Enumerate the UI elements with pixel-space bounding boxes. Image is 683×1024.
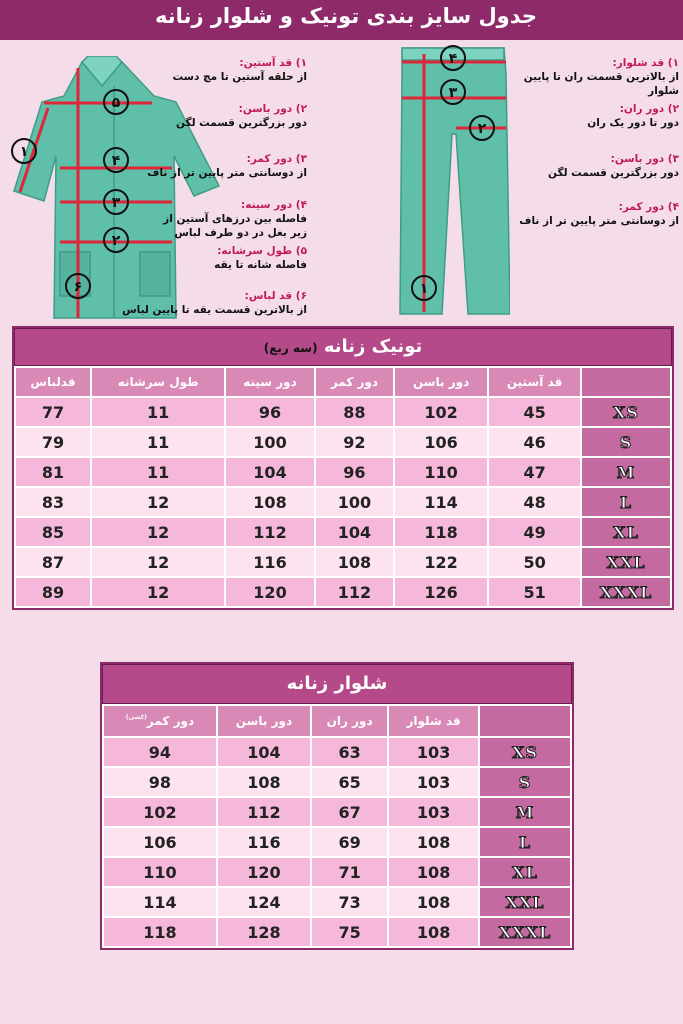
cell-waist: 88 xyxy=(316,398,393,426)
cell-sleeve-length: 51 xyxy=(489,578,580,606)
table-row xyxy=(16,428,670,456)
header-sleeve-length: قد آستین xyxy=(489,368,580,396)
cell-waist: 98 xyxy=(104,768,216,796)
cell-waist: 102 xyxy=(104,798,216,826)
tunic-table-grid xyxy=(14,366,672,608)
table-row xyxy=(16,458,670,486)
cell-shoulder-length: 11 xyxy=(92,428,224,456)
size-label: XXL xyxy=(480,888,570,916)
cell-dress-length: 81 xyxy=(16,458,90,486)
pants-illustration xyxy=(398,44,510,320)
cell-hip: 102 xyxy=(395,398,487,426)
tunic-guide-3 xyxy=(97,152,307,180)
cell-dress-length: 89 xyxy=(16,578,90,606)
tunic-guide-6 xyxy=(97,289,307,317)
header-hip: دور باسن xyxy=(218,706,310,736)
cell-chest: 96 xyxy=(226,398,314,426)
cell-chest: 112 xyxy=(226,518,314,546)
size-label: XXXL xyxy=(582,578,670,606)
cell-pants-length: 103 xyxy=(389,798,478,826)
cell-shoulder-length: 12 xyxy=(92,548,224,576)
header-thigh: دور ران xyxy=(312,706,387,736)
tunic-guide-heading: ۱) قد آستین: xyxy=(239,57,307,69)
cell-chest: 100 xyxy=(226,428,314,456)
tunic-guide-heading: ۴) دور سینه: xyxy=(241,199,307,211)
pants-guide-heading: ۲) دور ران: xyxy=(619,103,679,115)
header-waist xyxy=(104,706,216,736)
cell-shoulder-length: 11 xyxy=(92,398,224,426)
cell-thigh: 63 xyxy=(312,738,387,766)
pants-guide-text: از بالاترین قسمت ران تا پایین شلوار xyxy=(523,71,679,97)
tunic-guide-text: فاصله شانه تا یقه xyxy=(214,259,307,271)
cell-shoulder-length: 11 xyxy=(92,458,224,486)
tunic-illustration xyxy=(4,56,229,324)
size-label: XS xyxy=(582,398,670,426)
table-row xyxy=(104,858,570,886)
header-shoulder-length: طول سرشانه xyxy=(92,368,224,396)
cell-pants-length: 103 xyxy=(389,768,478,796)
size-label: XXXL xyxy=(480,918,570,946)
tunic-guide-heading: ۳) دور کمر: xyxy=(246,153,307,165)
cell-dress-length: 87 xyxy=(16,548,90,576)
header-waist-label: دور کمر xyxy=(146,714,195,728)
tunic-guide-1 xyxy=(97,56,307,84)
cell-waist: 92 xyxy=(316,428,393,456)
tunic-guide-text: از حلقه آستین تا مچ دست xyxy=(172,71,307,83)
tunic-guide-text: از دوسانتی متر پایین تر از ناف xyxy=(147,167,307,179)
header-size xyxy=(480,706,570,736)
pants-guide-text: دور بزرگترین قسمت لگن xyxy=(548,167,679,179)
tunic-guide-2 xyxy=(97,102,307,130)
pants-guide-1 xyxy=(509,56,679,98)
pants-guide-2 xyxy=(509,102,679,130)
tunic-marker-6: ۶ xyxy=(73,279,83,295)
pants-table-title xyxy=(102,664,572,704)
pants-guide-heading: ۱) قد شلوار: xyxy=(612,57,679,69)
pants-guide-heading: ۴) دور کمر: xyxy=(618,201,679,213)
pants-table-name: شلوار زنانه xyxy=(286,673,388,694)
cell-waist: 114 xyxy=(104,888,216,916)
pants-guide-3 xyxy=(509,152,679,180)
cell-thigh: 73 xyxy=(312,888,387,916)
size-label: XL xyxy=(480,858,570,886)
cell-hip: 118 xyxy=(395,518,487,546)
tunic-marker-1: ۱ xyxy=(19,144,29,160)
tunic-guide-heading: ۲) دور باسن: xyxy=(238,103,307,115)
table-row xyxy=(104,828,570,856)
tunic-guide-4 xyxy=(157,198,307,240)
cell-waist: 106 xyxy=(104,828,216,856)
size-label: XS xyxy=(480,738,570,766)
cell-waist: 94 xyxy=(104,738,216,766)
cell-sleeve-length: 47 xyxy=(489,458,580,486)
pants-marker-3: ۳ xyxy=(448,85,458,101)
cell-sleeve-length: 45 xyxy=(489,398,580,426)
cell-pants-length: 103 xyxy=(389,738,478,766)
header-hip: دور باسن xyxy=(395,368,487,396)
pants-marker-2: ۲ xyxy=(477,121,487,137)
cell-hip: 120 xyxy=(218,858,310,886)
cell-dress-length: 77 xyxy=(16,398,90,426)
cell-hip: 128 xyxy=(218,918,310,946)
tunic-guide-text: از بالاترین قسمت یقه تا پایین لباس xyxy=(122,304,307,316)
pants-size-table xyxy=(100,662,574,950)
cell-waist: 100 xyxy=(316,488,393,516)
cell-chest: 120 xyxy=(226,578,314,606)
cell-thigh: 69 xyxy=(312,828,387,856)
cell-pants-length: 108 xyxy=(389,828,478,856)
cell-waist: 96 xyxy=(316,458,393,486)
cell-waist: 118 xyxy=(104,918,216,946)
table-row xyxy=(16,548,670,576)
table-row xyxy=(104,888,570,916)
tunic-guide-heading: ۵) طول سرشانه: xyxy=(217,245,307,257)
cell-thigh: 65 xyxy=(312,768,387,796)
tunic-table-name: تونیک زنانه xyxy=(323,336,423,357)
header-pants-length: قد شلوار xyxy=(389,706,478,736)
tunic-guide-text: فاصله بین درزهای آستین از زیر بغل در دو طرف لباس xyxy=(163,213,307,239)
cell-shoulder-length: 12 xyxy=(92,488,224,516)
tunic-guide-text: دور بزرگترین قسمت لگن xyxy=(176,117,307,129)
cell-dress-length: 79 xyxy=(16,428,90,456)
cell-pants-length: 108 xyxy=(389,888,478,916)
size-label: L xyxy=(480,828,570,856)
cell-waist: 104 xyxy=(316,518,393,546)
tunic-table-subtitle: (سه ربع) xyxy=(263,341,318,355)
header-size xyxy=(582,368,670,396)
cell-chest: 108 xyxy=(226,488,314,516)
pants-marker-1: ۱ xyxy=(419,281,429,297)
cell-sleeve-length: 48 xyxy=(489,488,580,516)
cell-shoulder-length: 12 xyxy=(92,578,224,606)
cell-sleeve-length: 46 xyxy=(489,428,580,456)
cell-hip: 110 xyxy=(395,458,487,486)
cell-pants-length: 108 xyxy=(389,918,478,946)
cell-hip: 108 xyxy=(218,768,310,796)
tunic-size-table xyxy=(12,326,674,610)
cell-thigh: 75 xyxy=(312,918,387,946)
table-row xyxy=(16,488,670,516)
cell-waist: 112 xyxy=(316,578,393,606)
tunic-marker-3: ۳ xyxy=(111,195,121,211)
cell-hip: 124 xyxy=(218,888,310,916)
table-row xyxy=(104,918,570,946)
cell-hip: 114 xyxy=(395,488,487,516)
cell-shoulder-length: 12 xyxy=(92,518,224,546)
cell-hip: 126 xyxy=(395,578,487,606)
pants-guide-text: دور تا دور یک ران xyxy=(587,117,679,129)
pants-table-grid xyxy=(102,704,572,948)
header-chest: دور سینه xyxy=(226,368,314,396)
table-row xyxy=(16,578,670,606)
tunic-guide-heading: ۶) قد لباس: xyxy=(244,290,307,302)
cell-waist: 108 xyxy=(316,548,393,576)
table-row xyxy=(104,738,570,766)
size-label: S xyxy=(582,428,670,456)
title-bar xyxy=(0,0,683,40)
header-waist-note: (کشی) xyxy=(125,714,147,721)
cell-sleeve-length: 50 xyxy=(489,548,580,576)
size-label: XXL xyxy=(582,548,670,576)
header-dress-length: قدلباس xyxy=(16,368,90,396)
size-label: XL xyxy=(582,518,670,546)
tunic-marker-4: ۴ xyxy=(111,153,121,169)
cell-sleeve-length: 49 xyxy=(489,518,580,546)
table-row xyxy=(104,768,570,796)
cell-chest: 116 xyxy=(226,548,314,576)
size-label: M xyxy=(480,798,570,826)
table-row xyxy=(104,798,570,826)
tunic-guide-5 xyxy=(97,244,307,272)
cell-hip: 112 xyxy=(218,798,310,826)
table-row xyxy=(16,518,670,546)
cell-hip: 122 xyxy=(395,548,487,576)
page-title: جدول سایز بندی تونیک و شلوار زنانه xyxy=(155,4,537,28)
cell-thigh: 71 xyxy=(312,858,387,886)
cell-chest: 104 xyxy=(226,458,314,486)
size-label: L xyxy=(582,488,670,516)
cell-pants-length: 108 xyxy=(389,858,478,886)
cell-hip: 116 xyxy=(218,828,310,856)
tunic-table-title xyxy=(14,328,672,366)
pants-guide-heading: ۳) دور باسن: xyxy=(610,153,679,165)
cell-dress-length: 83 xyxy=(16,488,90,516)
pants-guide-text: از دوسانتی متر پایین تر از ناف xyxy=(519,215,679,227)
cell-thigh: 67 xyxy=(312,798,387,826)
cell-waist: 110 xyxy=(104,858,216,886)
tunic-marker-2: ۲ xyxy=(111,233,121,249)
cell-hip: 106 xyxy=(395,428,487,456)
header-waist: دور کمر xyxy=(316,368,393,396)
cell-hip: 104 xyxy=(218,738,310,766)
size-label: M xyxy=(582,458,670,486)
table-row xyxy=(16,398,670,426)
size-label: S xyxy=(480,768,570,796)
cell-dress-length: 85 xyxy=(16,518,90,546)
tunic-marker-5: ۵ xyxy=(111,95,121,111)
pants-marker-4: ۴ xyxy=(448,51,458,67)
pants-guide-4 xyxy=(509,200,679,228)
